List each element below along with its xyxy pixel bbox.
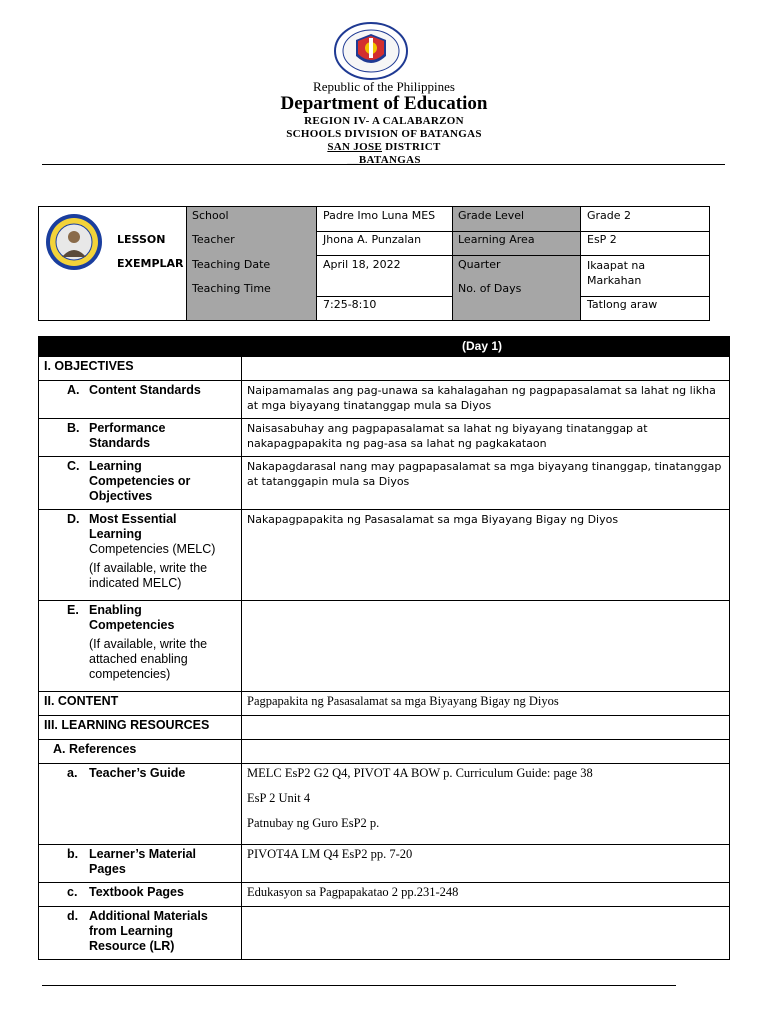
lesson-label: LESSON [117,233,166,246]
teacher-value: Jhona A. Punzalan [323,233,422,246]
no-of-days-label: No. of Days [458,282,522,295]
header-divider [42,164,725,165]
school-value: Padre Imo Luna MES [323,209,436,222]
textbook-pages-label: c. Textbook Pages [39,883,242,907]
teacher-label: Teacher [192,233,235,246]
textbook-pages-value: Edukasyon sa Pagpapakatao 2 pp.231-248 [242,883,730,907]
quarter-value: Ikaapat na Markahan [587,259,646,287]
lesson-plan-table [38,336,729,960]
learning-area-label: Learning Area [458,233,535,246]
learners-material-label: b. Learner’s Material Pages [39,845,242,883]
header-district-suffix: DISTRICT [382,141,441,153]
tg-line-2: EsP 2 Unit 4 [247,791,311,805]
quarter-label: Quarter [458,258,501,271]
lesson-info-table [38,206,710,321]
teaching-date-value: April 18, 2022 [323,258,401,271]
header-division: SCHOOLS DIVISION OF BATANGAS [286,128,482,140]
teachers-guide-value [242,764,730,845]
learning-resources-heading: III. LEARNING RESOURCES [39,716,242,740]
learning-competencies-label: C. Learning Competencies or Objectives [39,457,242,510]
footer-divider [42,985,676,986]
enabling-competencies-value [242,601,730,692]
header-district [0,141,768,153]
header-province: __BATANGAS [347,154,421,166]
additional-materials-label: d. Additional Materials from Learning Resource (LR) [39,907,242,960]
learning-area-value: EsP 2 [587,233,617,246]
content-heading: II. CONTENT [39,692,242,716]
learning-competencies-value: Nakapagdarasal nang may pagpapasalamat sa mga biyayang tinanggap, tinatanggap at tatanggapin mula sa Diyos [242,457,730,510]
header-republic: Republic of the Philippines [313,79,455,94]
header-district-name: SAN JOSE [327,141,383,153]
tg-line-3: Patnubay ng Guro EsP2 p. [247,816,380,830]
exemplar-label: EXEMPLAR [117,257,184,270]
objectives-heading: I. OBJECTIVES [39,357,242,381]
grade-level-value: Grade 2 [587,209,632,222]
learners-material-value: PIVOT4A LM Q4 EsP2 pp. 7-20 [242,845,730,883]
performance-standards-value: Naisasabuhay ang pagpapasalamat sa lahat ng biyayang tinatanggap at nakapagpapakita ng pag-asa sa lahat ng pagkakataon [242,419,730,457]
content-standards-value: Naipamamalas ang pag-unawa sa kahalagahan ng pagpapasalamat sa lahat ng likha at mga biyayang tinatanggap mula sa Diyos [242,381,730,419]
content-standards-label: A. Content Standards [39,381,242,419]
header-department: Department of Education [280,93,488,114]
performance-standards-label: B. Performance Standards [39,419,242,457]
references-heading: A. References [39,740,242,764]
grade-level-label: Grade Level [458,209,525,222]
tg-line-1: MELC EsP2 G2 Q4, PIVOT 4A BOW p. Curriculum Guide: page 38 [247,766,593,780]
header-region: REGION IV- A CALABARZON [304,115,464,127]
additional-materials-value [242,907,730,960]
school-label: School [192,209,229,222]
melc-label: D. Most Essential Learning Competencies (MELC) (If available, write the indicated MELC) [39,510,242,601]
no-of-days-value: Tatlong araw [587,298,658,311]
teachers-guide-label: a. Teacher’s Guide [39,764,242,845]
enabling-competencies-label: E. Enabling Competencies (If available, write the attached enabling competencies) [39,601,242,692]
teaching-date-label: Teaching Date [192,258,271,271]
deped-seal-icon [334,22,408,80]
school-logo-icon [45,213,103,271]
teaching-time-value: 7:25-8:10 [323,298,377,311]
content-value: Pagpapakita ng Pasasalamat sa mga Biyayang Bigay ng Diyos [242,692,730,716]
melc-value: Nakapagpapakita ng Pasasalamat sa mga Biyayang Bigay ng Diyos [242,510,730,601]
teaching-time-label: Teaching Time [192,282,271,295]
day-header: (Day 1) [39,337,730,357]
